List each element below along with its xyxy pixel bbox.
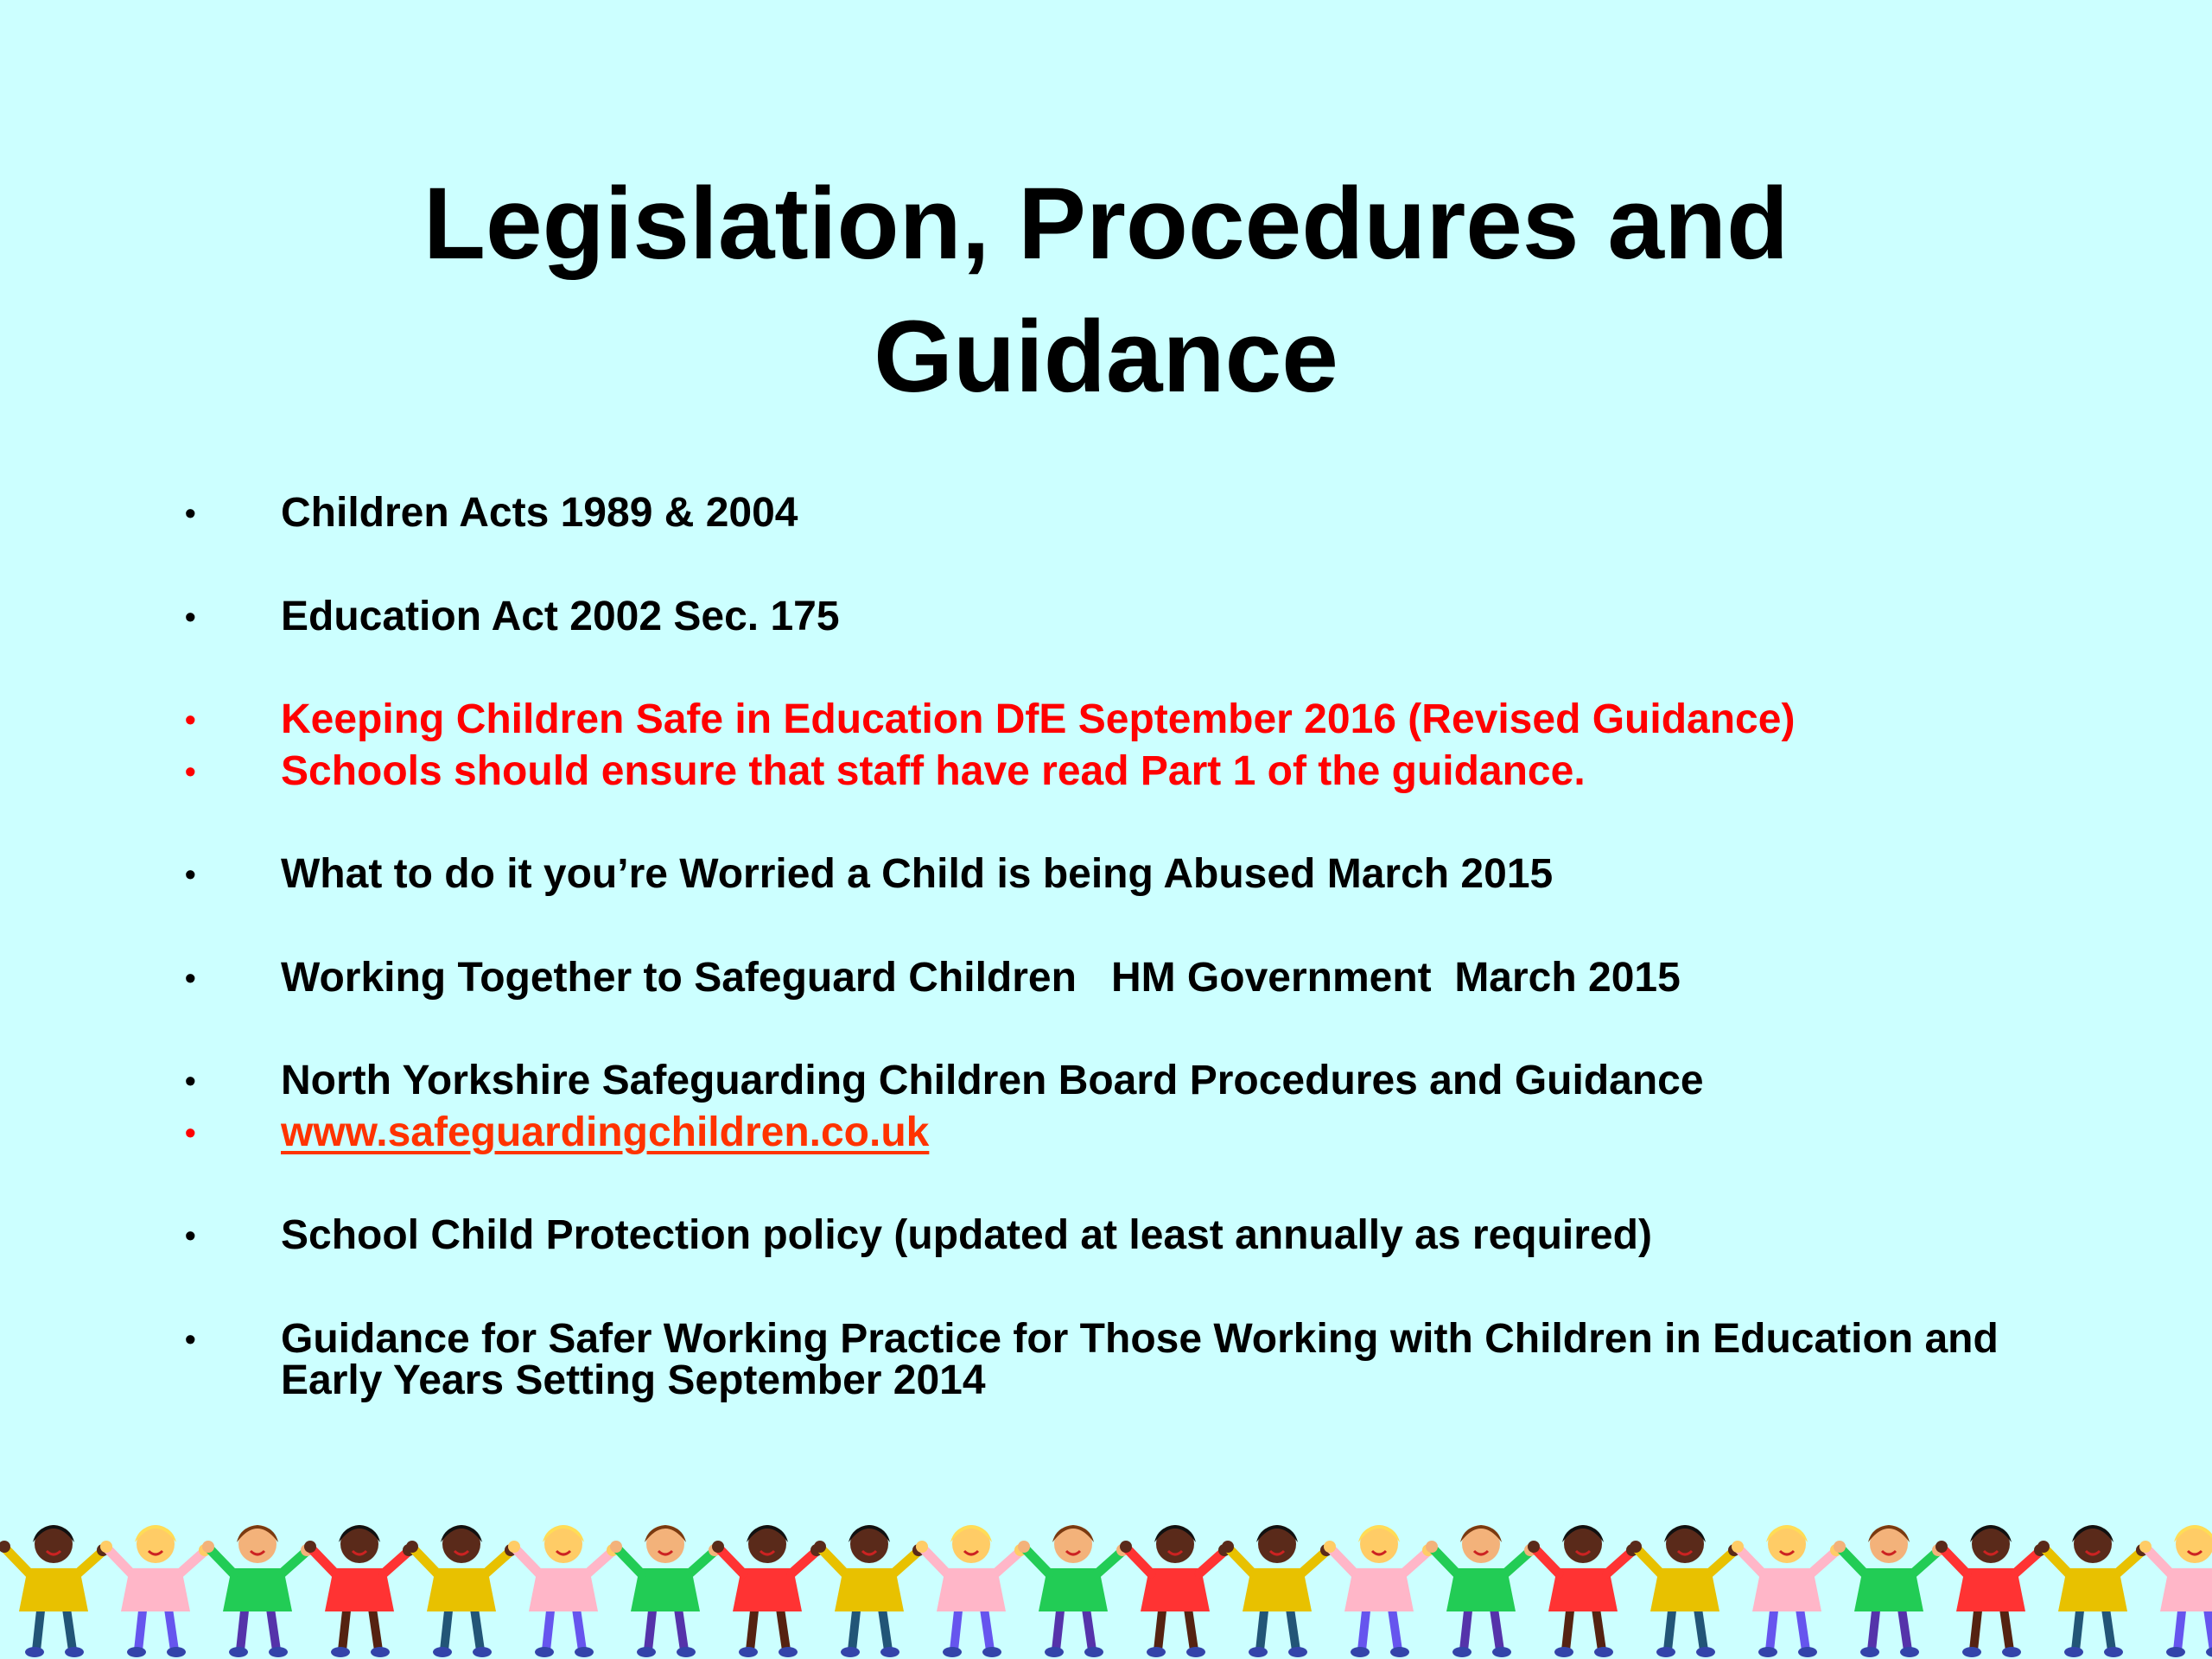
child-figure-icon xyxy=(1120,1525,1230,1657)
bullet-icon: • xyxy=(185,495,196,531)
child-figure-icon xyxy=(100,1525,211,1657)
list-item-text: Working Together to Safeguard Children HM Government March 2015 xyxy=(281,955,1681,1001)
bullet-icon: • xyxy=(185,1321,196,1357)
child-figure-icon xyxy=(1630,1525,1740,1657)
bullet-icon: • xyxy=(185,702,196,737)
child-figure-icon xyxy=(814,1525,925,1657)
list-item-text: Schools should ensure that staff have read Part 1 of the guidance. xyxy=(281,748,1586,794)
bullet-icon: • xyxy=(185,1115,196,1150)
bullet-icon: • xyxy=(185,1217,196,1253)
child-figure-icon xyxy=(2037,1525,2148,1657)
child-figure-icon xyxy=(0,1525,109,1657)
child-figure-icon xyxy=(1324,1525,1434,1657)
child-figure-icon xyxy=(712,1525,823,1657)
list-item-text: What to do it you’re Worried a Child is being Abused March 2015 xyxy=(281,851,1554,897)
child-figure-icon xyxy=(1732,1525,1842,1657)
child-figure-icon xyxy=(1018,1525,1128,1657)
list-item-text: School Child Protection policy (updated at least annually as required) xyxy=(281,1212,1652,1258)
list-item-text: Keeping Children Safe in Education DfE September 2016 (Revised Guidance) xyxy=(281,696,1796,742)
list-item-text: Children Acts 1989 & 2004 xyxy=(281,490,798,536)
child-figure-icon xyxy=(406,1525,517,1657)
list-item-text: North Yorkshire Safeguarding Children Board Procedures and Guidance xyxy=(281,1058,1704,1103)
child-figure-icon xyxy=(1834,1525,1944,1657)
slide-title-line-1: Legislation, Procedures and xyxy=(423,167,1789,281)
bullet-icon: • xyxy=(185,960,196,995)
bullet-icon: • xyxy=(185,599,196,634)
list-item-text: Guidance for Safer Working Practice for Those Working with Children in Education and Early Years Setting September 2014 xyxy=(281,1316,1999,1403)
list-item-text: Education Act 2002 Sec. 175 xyxy=(281,594,840,639)
dancing-children-border xyxy=(0,1508,2212,1659)
bullet-icon: • xyxy=(185,753,196,789)
child-figure-icon xyxy=(610,1525,721,1657)
children-figures xyxy=(0,1508,2212,1659)
child-figure-icon xyxy=(2139,1525,2212,1657)
child-figure-icon xyxy=(916,1525,1027,1657)
child-figure-icon xyxy=(1936,1525,2046,1657)
bullet-icon: • xyxy=(185,1063,196,1098)
safeguarding-link[interactable]: www.safeguardingchildren.co.uk xyxy=(281,1109,930,1155)
child-figure-icon xyxy=(1528,1525,1638,1657)
child-figure-icon xyxy=(304,1525,415,1657)
child-figure-icon xyxy=(508,1525,619,1657)
slide-title-line-2: Guidance xyxy=(874,300,1338,414)
child-figure-icon xyxy=(1426,1525,1536,1657)
bullet-icon: • xyxy=(185,856,196,892)
child-figure-icon xyxy=(202,1525,313,1657)
child-figure-icon xyxy=(1222,1525,1332,1657)
